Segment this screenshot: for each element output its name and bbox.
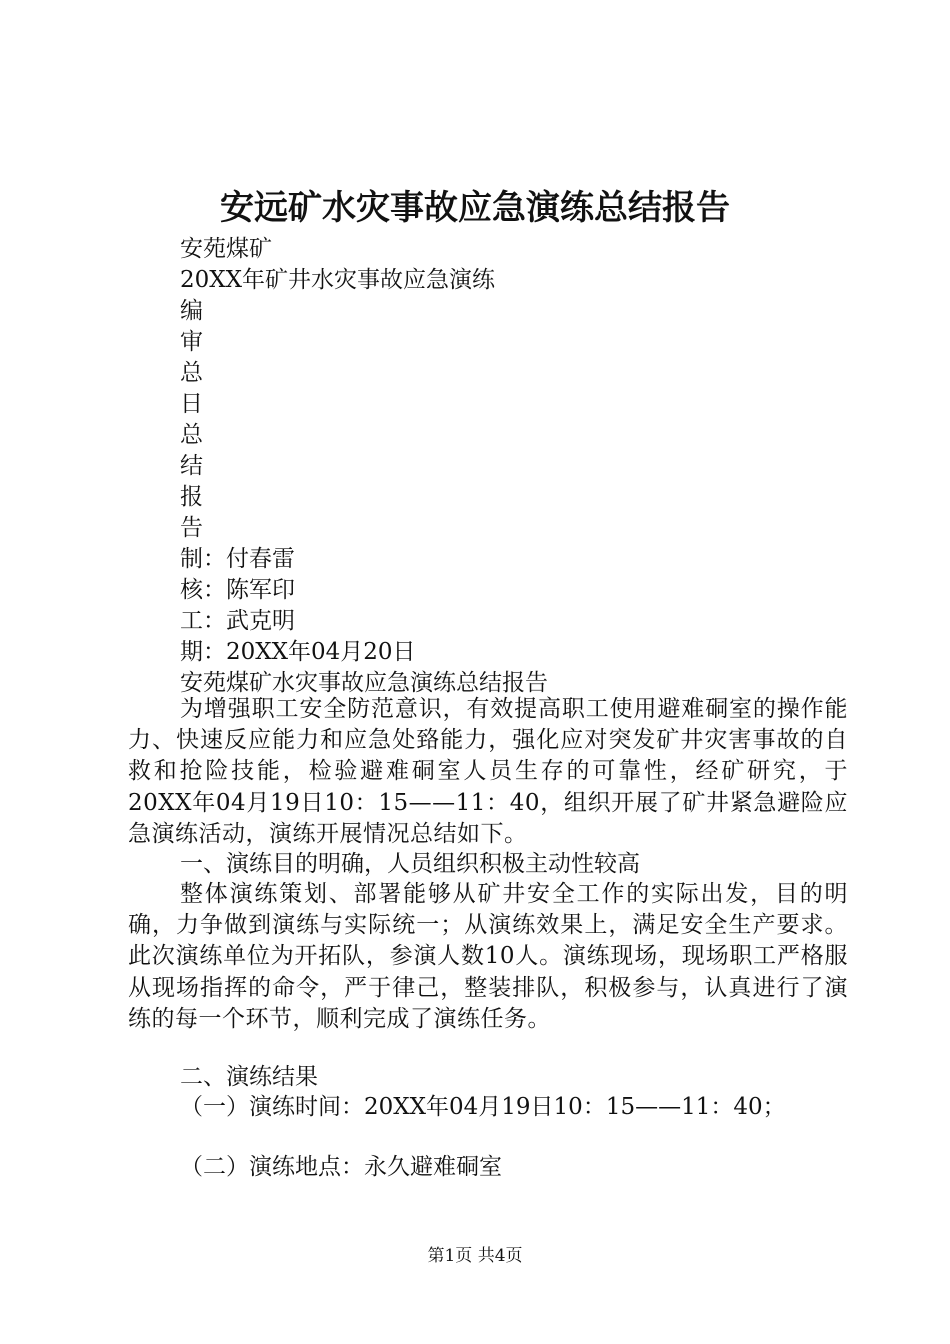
meta-compiler: 制：付春雷 [180, 546, 295, 572]
section1-heading: 一、演练目的明确，人员组织积极主动性较高 [180, 851, 640, 877]
section2-heading: 二、演练结果 [180, 1064, 318, 1090]
vertical-char: 总 [180, 422, 203, 448]
result-item-location: （二）演练地点：永久避难硐室 [180, 1154, 502, 1180]
drill-subtitle: 20XX年矿井水灾事故应急演练 [180, 267, 496, 293]
meta-supervisor: 工：武克明 [180, 608, 295, 634]
vertical-char: 审 [180, 329, 203, 355]
page-footer: 第1页 共4页 [427, 1246, 523, 1266]
org-name: 安苑煤矿 [180, 236, 272, 262]
report-heading: 安苑煤矿水灾事故应急演练总结报告 [180, 670, 548, 696]
vertical-char: 编 [180, 298, 203, 324]
header-block [180, 234, 548, 699]
meta-date: 期：20XX年04月20日 [180, 639, 416, 665]
vertical-char: 告 [180, 515, 203, 541]
vertical-char: 结 [180, 453, 203, 479]
document-title: 安远矿水灾事故应急演练总结报告 [220, 188, 730, 228]
intro-paragraph: 为增强职工安全防范意识，有效提高职工使用避难硐室的操作能力、快速反应能力和应急处臵能力，强化应对突发矿井灾害事故的自救和抢险技能，检验避难硐室人员生存的可靠性，经矿研究，于20XX年04月19日10：15——11：40，组织开展了矿井紧急避险应急演练活动，演练开展情况总结如下。 [128, 696, 848, 847]
vertical-char: 日 [180, 391, 203, 417]
section1-paragraph: 整体演练策划、部署能够从矿井安全工作的实际出发，目的明确，力争做到演练与实际统一；从演练效果上，满足安全生产要求。此次演练单位为开拓队，参演人数10人。演练现场，现场职工严格服从现场指挥的命令，严于律己，整装排队，积极参与，认真进行了演练的每一个环节，顺利完成了演练任务。 [128, 881, 848, 1032]
result-item-time: （一）演练时间：20XX年04月19日10：15——11：40； [180, 1094, 786, 1120]
vertical-char: 总 [180, 360, 203, 386]
meta-reviewer: 核：陈军印 [180, 577, 295, 603]
vertical-char: 报 [180, 484, 203, 510]
